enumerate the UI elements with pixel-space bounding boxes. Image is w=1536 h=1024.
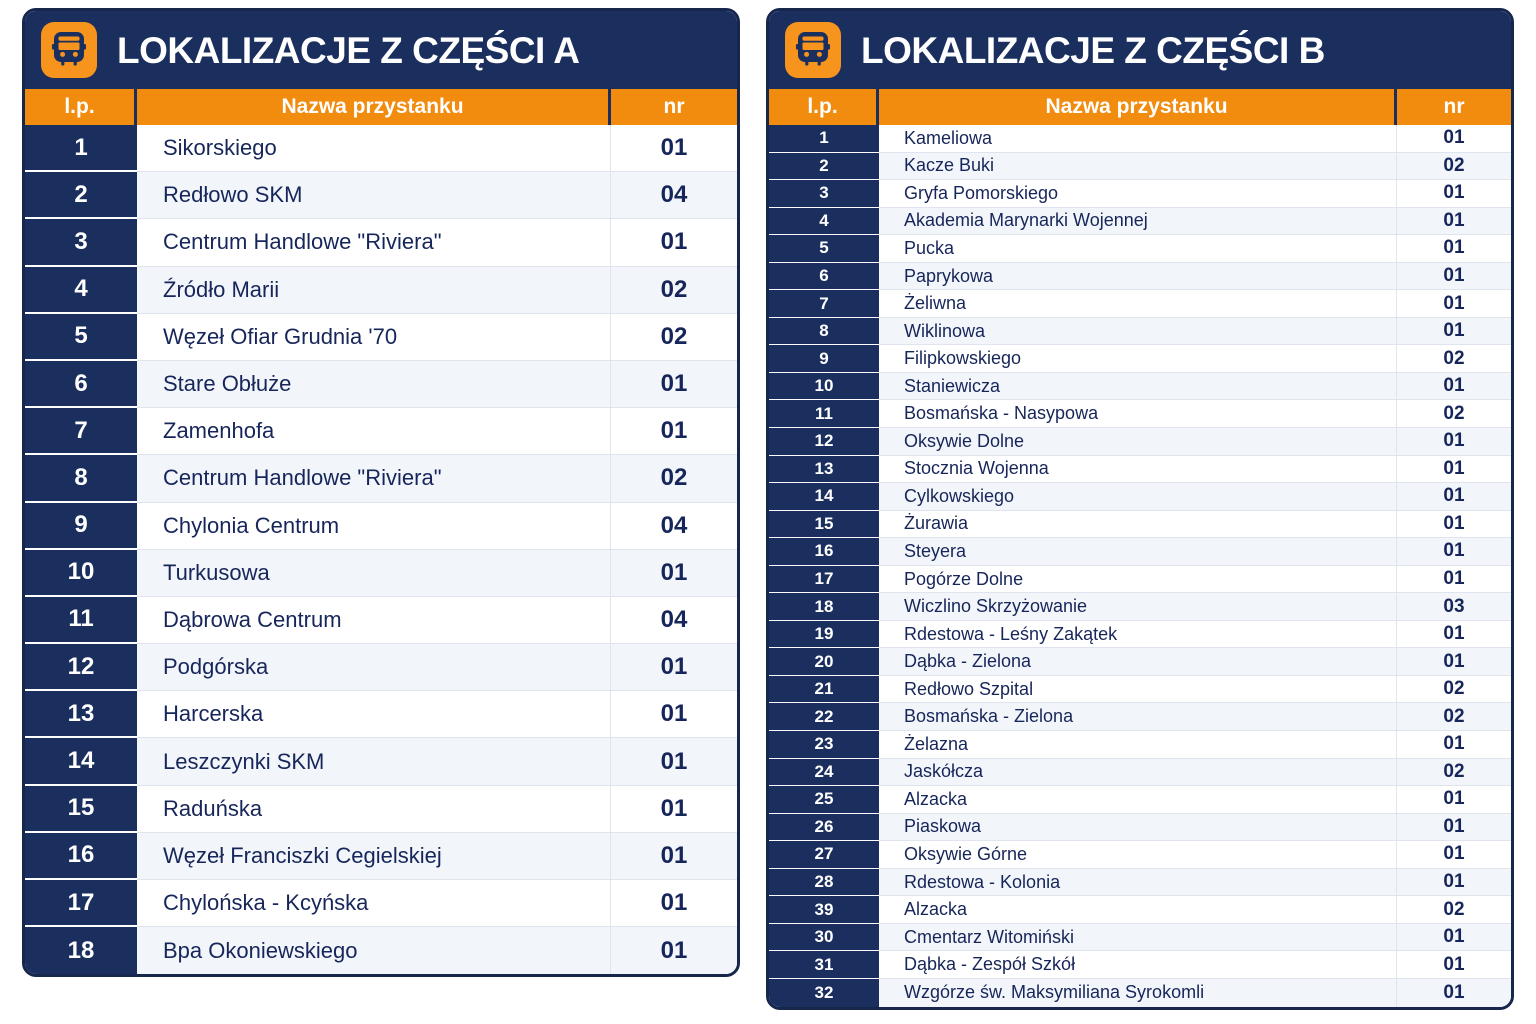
- cell-nr: 01: [611, 691, 737, 738]
- cell-lp: 9: [25, 503, 137, 550]
- cell-lp: 30: [769, 924, 879, 952]
- cell-nr: 01: [1397, 290, 1511, 318]
- cell-stop-name: Gryfa Pomorskiego: [879, 180, 1397, 208]
- cell-nr: 01: [1397, 511, 1511, 539]
- bus-icon: [785, 22, 841, 78]
- cell-nr: 01: [611, 550, 737, 597]
- table-row: [769, 428, 1511, 456]
- cell-stop-name: Zamenhofa: [137, 408, 611, 455]
- cell-stop-name: Żeliwna: [879, 290, 1397, 318]
- table-row: [769, 456, 1511, 484]
- table-row: [769, 235, 1511, 263]
- cell-nr: 01: [1397, 483, 1511, 511]
- table-row: [25, 927, 737, 974]
- cell-stop-name: Pogórze Dolne: [879, 566, 1397, 594]
- table-row: [769, 814, 1511, 842]
- cell-lp: 3: [25, 219, 137, 266]
- table-row: [769, 180, 1511, 208]
- cell-lp: 22: [769, 703, 879, 731]
- table-row: [769, 979, 1511, 1007]
- cell-stop-name: Oksywie Dolne: [879, 428, 1397, 456]
- cell-nr: 01: [1397, 208, 1511, 236]
- cell-nr: 03: [1397, 593, 1511, 621]
- cell-stop-name: Jaskółcza: [879, 759, 1397, 787]
- cell-nr: 02: [1397, 345, 1511, 373]
- cell-nr: 01: [1397, 979, 1511, 1007]
- cell-nr: 01: [1397, 566, 1511, 594]
- cell-lp: 13: [769, 456, 879, 484]
- cell-stop-name: Wzgórze św. Maksymiliana Syrokomli: [879, 979, 1397, 1007]
- cell-nr: 01: [611, 880, 737, 927]
- cell-lp: 2: [769, 153, 879, 181]
- table-row: [769, 731, 1511, 759]
- cell-nr: 01: [1397, 841, 1511, 869]
- cell-stop-name: Kameliowa: [879, 125, 1397, 153]
- cell-nr: 01: [1397, 924, 1511, 952]
- cell-stop-name: Bosmańska - Nasypowa: [879, 400, 1397, 428]
- table-row: [769, 924, 1511, 952]
- cell-lp: 9: [769, 345, 879, 373]
- table-row: [769, 593, 1511, 621]
- cell-lp: 4: [25, 267, 137, 314]
- cell-lp: 13: [25, 691, 137, 738]
- table-row: [25, 597, 737, 644]
- cell-lp: 27: [769, 841, 879, 869]
- title-bar-part-b: [769, 11, 1511, 89]
- cell-nr: 01: [1397, 648, 1511, 676]
- cell-stop-name: Żelazna: [879, 731, 1397, 759]
- cell-stop-name: Leszczynki SKM: [137, 738, 611, 785]
- cell-nr: 01: [1397, 235, 1511, 263]
- cell-lp: 1: [25, 125, 137, 172]
- cell-stop-name: Centrum Handlowe "Riviera": [137, 219, 611, 266]
- cell-stop-name: Żurawia: [879, 511, 1397, 539]
- cell-stop-name: Bpa Okoniewskiego: [137, 927, 611, 974]
- cell-lp: 7: [25, 408, 137, 455]
- cell-nr: 01: [611, 833, 737, 880]
- column-header-nr: nr: [1397, 89, 1511, 125]
- cell-lp: 16: [769, 538, 879, 566]
- cell-nr: 01: [611, 738, 737, 785]
- cell-stop-name: Filipkowskiego: [879, 345, 1397, 373]
- table-row: [769, 841, 1511, 869]
- cell-stop-name: Oksywie Górne: [879, 841, 1397, 869]
- table-row: [25, 408, 737, 455]
- cell-nr: 02: [611, 267, 737, 314]
- cell-nr: 01: [1397, 951, 1511, 979]
- cell-nr: 02: [611, 314, 737, 361]
- column-header-name: Nazwa przystanku: [137, 89, 611, 125]
- table-row: [769, 648, 1511, 676]
- table-row: [769, 125, 1511, 153]
- cell-stop-name: Staniewicza: [879, 373, 1397, 401]
- cell-lp: 4: [769, 208, 879, 236]
- cell-nr: 01: [611, 408, 737, 455]
- cell-nr: 01: [1397, 428, 1511, 456]
- table-row: [769, 318, 1511, 346]
- cell-stop-name: Centrum Handlowe "Riviera": [137, 455, 611, 502]
- page-title-part-a: LOKALIZACJE Z CZĘŚCI A: [117, 29, 580, 71]
- cell-nr: 02: [1397, 676, 1511, 704]
- table-row: [769, 869, 1511, 897]
- cell-stop-name: Alzacka: [879, 896, 1397, 924]
- cell-lp: 19: [769, 621, 879, 649]
- column-header-nr: nr: [611, 89, 737, 125]
- cell-nr: 01: [1397, 731, 1511, 759]
- cell-stop-name: Wiklinowa: [879, 318, 1397, 346]
- table-row: [769, 153, 1511, 181]
- cell-lp: 20: [769, 648, 879, 676]
- cell-stop-name: Harcerska: [137, 691, 611, 738]
- cell-nr: 01: [1397, 538, 1511, 566]
- cell-lp: 15: [25, 786, 137, 833]
- table-row: [25, 738, 737, 785]
- cell-nr: 01: [1397, 263, 1511, 291]
- cell-stop-name: Stocznia Wojenna: [879, 456, 1397, 484]
- cell-stop-name: Węzeł Ofiar Grudnia '70: [137, 314, 611, 361]
- cell-lp: 24: [769, 759, 879, 787]
- cell-stop-name: Cmentarz Witomiński: [879, 924, 1397, 952]
- cell-nr: 01: [1397, 125, 1511, 153]
- table-row: [769, 759, 1511, 787]
- cell-lp: 11: [769, 400, 879, 428]
- table-row: [25, 833, 737, 880]
- page-title-part-b: LOKALIZACJE Z CZĘŚCI B: [861, 29, 1325, 71]
- cell-lp: 7: [769, 290, 879, 318]
- cell-nr: 01: [1397, 621, 1511, 649]
- cell-lp: 21: [769, 676, 879, 704]
- table-card-part-b: [766, 8, 1514, 1010]
- cell-nr: 02: [1397, 759, 1511, 787]
- column-header-lp: l.p.: [25, 89, 137, 125]
- cell-lp: 12: [25, 644, 137, 691]
- cell-nr: 01: [1397, 814, 1511, 842]
- table-row: [25, 691, 737, 738]
- table-row: [25, 219, 737, 266]
- table-row: [769, 621, 1511, 649]
- title-bar-part-a: [25, 11, 737, 89]
- table-body-part-b: [769, 125, 1511, 1007]
- cell-stop-name: Redłowo Szpital: [879, 676, 1397, 704]
- cell-stop-name: Sikorskiego: [137, 125, 611, 172]
- table-row: [25, 455, 737, 502]
- cell-nr: 04: [611, 503, 737, 550]
- table-row: [25, 503, 737, 550]
- table-row: [769, 400, 1511, 428]
- cell-lp: 18: [769, 593, 879, 621]
- table-row: [25, 786, 737, 833]
- table-row: [769, 345, 1511, 373]
- cell-lp: 25: [769, 786, 879, 814]
- cell-stop-name: Bosmańska - Zielona: [879, 703, 1397, 731]
- cell-lp: 23: [769, 731, 879, 759]
- cell-stop-name: Dąbrowa Centrum: [137, 597, 611, 644]
- cell-stop-name: Raduńska: [137, 786, 611, 833]
- cell-nr: 01: [611, 786, 737, 833]
- cell-lp: 5: [769, 235, 879, 263]
- cell-stop-name: Rdestowa - Kolonia: [879, 869, 1397, 897]
- cell-stop-name: Wiczlino Skrzyżowanie: [879, 593, 1397, 621]
- table-row: [769, 896, 1511, 924]
- table-row: [25, 880, 737, 927]
- cell-nr: 01: [611, 125, 737, 172]
- table-body-part-a: [25, 125, 737, 974]
- cell-lp: 11: [25, 597, 137, 644]
- cell-nr: 01: [611, 219, 737, 266]
- cell-stop-name: Rdestowa - Leśny Zakątek: [879, 621, 1397, 649]
- column-header-lp: l.p.: [769, 89, 879, 125]
- cell-lp: 17: [769, 566, 879, 594]
- cell-lp: 3: [769, 180, 879, 208]
- table-row: [769, 373, 1511, 401]
- table-row: [25, 361, 737, 408]
- cell-lp: 8: [25, 455, 137, 502]
- cell-lp: 6: [769, 263, 879, 291]
- table-row: [25, 125, 737, 172]
- table-row: [25, 644, 737, 691]
- column-header-name: Nazwa przystanku: [879, 89, 1397, 125]
- cell-stop-name: Piaskowa: [879, 814, 1397, 842]
- table-row: [769, 208, 1511, 236]
- cell-stop-name: Paprykowa: [879, 263, 1397, 291]
- cell-lp: 10: [25, 550, 137, 597]
- cell-stop-name: Cylkowskiego: [879, 483, 1397, 511]
- table-row: [25, 267, 737, 314]
- cell-nr: 01: [611, 644, 737, 691]
- cell-nr: 01: [1397, 180, 1511, 208]
- column-header-part-a: [25, 89, 737, 125]
- column-header-part-b: [769, 89, 1511, 125]
- cell-nr: 04: [611, 172, 737, 219]
- cell-lp: 14: [25, 738, 137, 785]
- cell-nr: 02: [1397, 703, 1511, 731]
- table-row: [769, 263, 1511, 291]
- table-row: [25, 550, 737, 597]
- table-row: [769, 511, 1511, 539]
- cell-lp: 16: [25, 833, 137, 880]
- cell-lp: 18: [25, 927, 137, 974]
- cell-nr: 02: [1397, 153, 1511, 181]
- cell-lp: 10: [769, 373, 879, 401]
- cell-stop-name: Podgórska: [137, 644, 611, 691]
- cell-lp: 17: [25, 880, 137, 927]
- table-row: [769, 483, 1511, 511]
- cell-lp: 31: [769, 951, 879, 979]
- table-row: [769, 703, 1511, 731]
- cell-lp: 32: [769, 979, 879, 1007]
- cell-lp: 12: [769, 428, 879, 456]
- cell-nr: 02: [1397, 896, 1511, 924]
- cell-lp: 5: [25, 314, 137, 361]
- table-row: [769, 786, 1511, 814]
- cell-nr: 01: [611, 361, 737, 408]
- cell-lp: 14: [769, 483, 879, 511]
- cell-nr: 01: [1397, 456, 1511, 484]
- table-card-part-a: [22, 8, 740, 977]
- cell-lp: 15: [769, 511, 879, 539]
- cell-lp: 39: [769, 896, 879, 924]
- cell-lp: 28: [769, 869, 879, 897]
- cell-nr: 02: [1397, 400, 1511, 428]
- cell-stop-name: Steyera: [879, 538, 1397, 566]
- cell-stop-name: Dąbka - Zespół Szkół: [879, 951, 1397, 979]
- table-row: [25, 172, 737, 219]
- cell-stop-name: Stare Obłuże: [137, 361, 611, 408]
- cell-stop-name: Kacze Buki: [879, 153, 1397, 181]
- cell-stop-name: Alzacka: [879, 786, 1397, 814]
- cell-nr: 01: [1397, 869, 1511, 897]
- cell-lp: 6: [25, 361, 137, 408]
- cell-nr: 01: [1397, 786, 1511, 814]
- cell-lp: 2: [25, 172, 137, 219]
- cell-nr: 01: [1397, 373, 1511, 401]
- cell-stop-name: Źródło Marii: [137, 267, 611, 314]
- bus-icon: [41, 22, 97, 78]
- table-row: [769, 290, 1511, 318]
- cell-lp: 1: [769, 125, 879, 153]
- cell-stop-name: Chylonia Centrum: [137, 503, 611, 550]
- cell-stop-name: Turkusowa: [137, 550, 611, 597]
- table-row: [25, 314, 737, 361]
- table-row: [769, 538, 1511, 566]
- cell-stop-name: Redłowo SKM: [137, 172, 611, 219]
- table-row: [769, 566, 1511, 594]
- cell-stop-name: Akademia Marynarki Wojennej: [879, 208, 1397, 236]
- table-row: [769, 676, 1511, 704]
- cell-stop-name: Dąbka - Zielona: [879, 648, 1397, 676]
- cell-nr: 04: [611, 597, 737, 644]
- cell-stop-name: Pucka: [879, 235, 1397, 263]
- cell-lp: 26: [769, 814, 879, 842]
- table-row: [769, 951, 1511, 979]
- cell-stop-name: Chylońska - Kcyńska: [137, 880, 611, 927]
- cell-lp: 8: [769, 318, 879, 346]
- cell-nr: 01: [1397, 318, 1511, 346]
- cell-stop-name: Węzeł Franciszki Cegielskiej: [137, 833, 611, 880]
- cell-nr: 01: [611, 927, 737, 974]
- cell-nr: 02: [611, 455, 737, 502]
